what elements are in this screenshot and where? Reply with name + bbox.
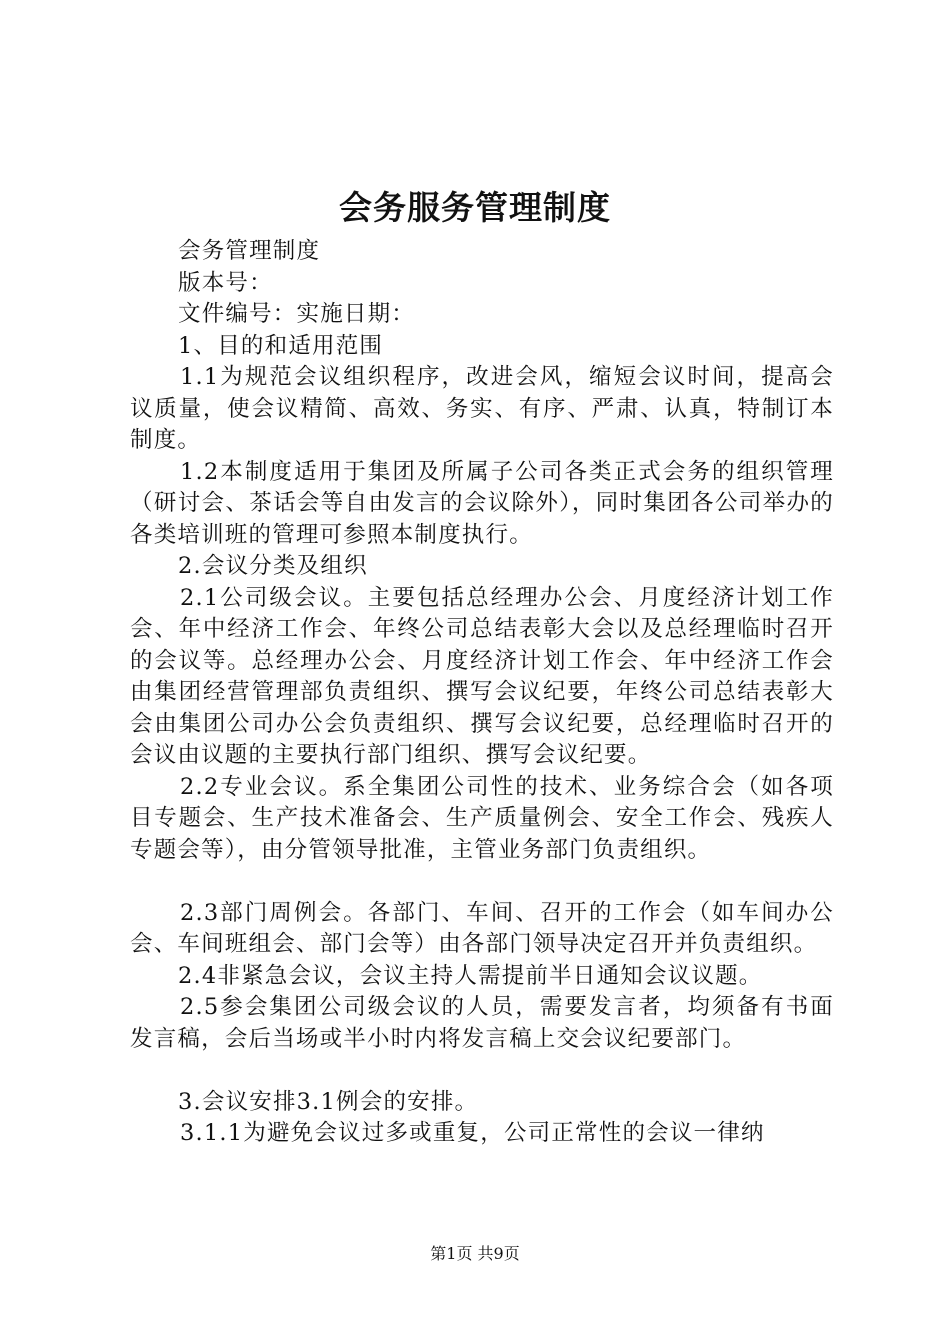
clause-2-5: 2.5参会集团公司级会议的人员，需要发言者，均须备有书面发言稿，会后当场或半小时内将发言稿上交会议纪要部门。 [130, 994, 834, 1052]
paragraph-doc-name: 会务管理制度 [178, 238, 321, 264]
clause-2-2: 2.2专业会议。系全集团公司性的技术、业务综合会（如各项目专题会、生产技术准备会、生产质量例会、安全工作会、残疾人专题会等），由分管领导批准，主管业务部门负责组织。 [130, 773, 834, 863]
section-heading-1: 1、目的和适用范围 [178, 332, 384, 359]
clause-3-1-1: 3.1.1为避免会议过多或重复，公司正常性的会议一律纳 [180, 1120, 765, 1146]
document-body [130, 236, 834, 1150]
paragraph-version: 版本号： [178, 269, 273, 296]
paragraph-file-number: 文件编号：实施日期： [178, 301, 416, 327]
page-number-footer: 第1页 共9页 [430, 1244, 520, 1263]
paragraph-gap [130, 1055, 834, 1087]
document-title: 会务服务管理制度 [339, 188, 611, 227]
clause-2-4: 2.4非紧急会议，会议主持人需提前半日通知会议议题。 [178, 962, 763, 989]
section-heading-2: 2.会议分类及组织 [178, 553, 368, 579]
clause-2-3: 2.3部门周例会。各部门、车间、召开的工作会（如车间办公会、车间班组会、部门会等）由各部门领导决定召开并负责组织。 [130, 899, 834, 957]
paragraph-gap [130, 866, 834, 898]
clause-2-1: 2.1公司级会议。主要包括总经理办公会、月度经济计划工作会、年中经济工作会、年终公司总结表彰大会以及总经理临时召开的会议等。总经理办公会、月度经济计划工作会、年中经济工作会由集团经营管理部负责组织、撰写会议纪要，年终公司总结表彰大会由集团公司办公会负责组织、撰写会议纪要，总经理临时召开的会议由议题的主要执行部门组织、撰写会议纪要。 [130, 584, 834, 768]
clause-1-2: 1.2本制度适用于集团及所属子公司各类正式会务的组织管理（研讨会、茶话会等自由发言的会议除外），同时集团各公司举办的各类培训班的管理可参照本制度执行。 [130, 458, 834, 548]
clause-1-1: 1.1为规范会议组织程序，改进会风，缩短会议时间，提高会议质量，使会议精简、高效、务实、有序、严肃、认真，特制订本制度。 [130, 364, 834, 453]
section-heading-3: 3.会议安排3.1例会的安排。 [178, 1088, 479, 1115]
